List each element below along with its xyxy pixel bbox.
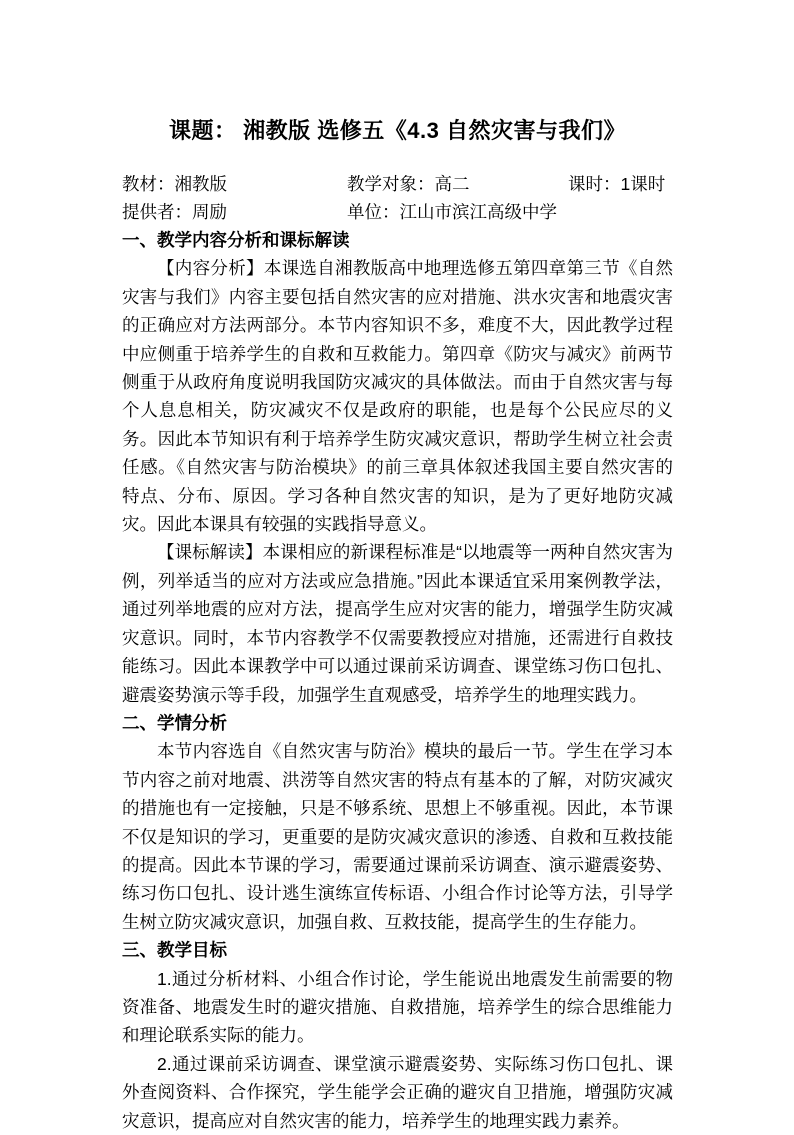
section-heading-2: 二、学情分析 bbox=[122, 712, 227, 733]
paragraph-text: 1.通过分析材料、小组合作讨论，学生能说出地震发生前需要的物资准备、地震发生时的避灾措施、自救措施，培养学生的综合思维能力和理论联系实际的能力。 bbox=[122, 968, 673, 1046]
section-heading-1: 一、教学内容分析和课标解读 bbox=[122, 230, 350, 250]
meta-author: 提供者：周励 bbox=[122, 202, 227, 222]
course-meta-block bbox=[122, 170, 673, 226]
document-body bbox=[122, 226, 673, 1135]
page-title: 课题： 湘教版 选修五《4.3 自然灾害与我们》 bbox=[169, 118, 626, 143]
paragraph bbox=[122, 254, 673, 538]
meta-audience: 教学对象：高二 bbox=[347, 174, 470, 194]
paragraph-lead-marker: 【课标解读】 bbox=[157, 542, 263, 563]
module-reference: 《自然灾害与防治模块》 bbox=[176, 457, 367, 478]
paragraph-text: 2.通过课前采访调查、课堂演示避震姿势、实际练习伤口包扎、课外查阅资料、合作探究，学生能学会正确的避灾自卫措施，增强防灾减灾意识，提高应对自然灾害的能力，培养学生的地理实践力素养。 bbox=[122, 1053, 673, 1131]
meta-textbook: 教材：湘教版 bbox=[122, 174, 227, 194]
paragraph-lead-marker: 【内容分析】 bbox=[157, 258, 264, 279]
meta-periods: 课时：1课时 bbox=[568, 174, 666, 194]
meta-institution: 单位：江山市滨江高级中学 bbox=[347, 202, 557, 222]
meta-row bbox=[122, 198, 673, 226]
paragraph-text: 本课相应的新课程标准是“以地震等一两种自然灾害为例，列举适当的应对方法或应急措施。”因此本课适宜采用案例教学法，通过列举地震的应对方法，提高学生应对灾害的能力，增强学生防灾减灾意识。同时，本节内容教学不仅需要教授应对措施，还需进行自救技能练习。因此本课教学中可以通过课前采访调查、课堂练习伤口包扎、避震姿势演示等手段，加强学生直观感受，培养学生的地理实践力。 bbox=[122, 542, 674, 705]
paragraph bbox=[122, 965, 673, 1050]
paragraph bbox=[122, 538, 673, 708]
meta-row bbox=[122, 170, 673, 198]
section-heading-3: 三、教学目标 bbox=[122, 940, 227, 961]
paragraph bbox=[122, 1050, 673, 1135]
paragraph-text: 本节内容选自《自然灾害与防治》模块的最后一节。学生在学习本节内容之前对地震、洪涝等自然灾害的特点有基本的了解，对防灾减灾的措施也有一定接触，只是不够系统、思想上不够重视。因此，本节课不仅是知识的学习，更重要的是防灾减灾意识的渗透、自救和互救技能的提高。因此本节课的学习，需要通过课前采访调查、演示避震姿势、练习伤口包扎、设计逃生演练宣传标语、小组合作讨论等方法，引导学生树立防灾减灾意识，加强自救、互救技能，提高学生的生存能力。 bbox=[122, 741, 673, 932]
paragraph bbox=[122, 737, 673, 936]
paragraph-text: 本课选自湘教版高中地理选修五第四章第三节《自然灾害与我们》内容主要包括自然灾害的应对措施、洪水灾害和地震灾害的正确应对方法两部分。本节内容知识不多，难度不大，因此教学过程中应侧重于培养学生的自救和互救能力。第四章《防灾与减灾》前两节侧重于从政府角度说明我国防灾减灾的具体做法。而由于自然灾害与每个人息息相关，防灾减灾不仅是政府的职能，也是每个公民应尽的义务。因此本节知识有利于培养学生防灾减灾意识，帮助学生树立社会责任感。 bbox=[122, 258, 674, 478]
paragraph-text-continued: 的前三章具体叙述我国主要自然灾害的特点、分布、原因。学习各种自然灾害的知识，是为了更好地防灾减灾。因此本课具有较强的实践指导意义。 bbox=[122, 457, 674, 535]
